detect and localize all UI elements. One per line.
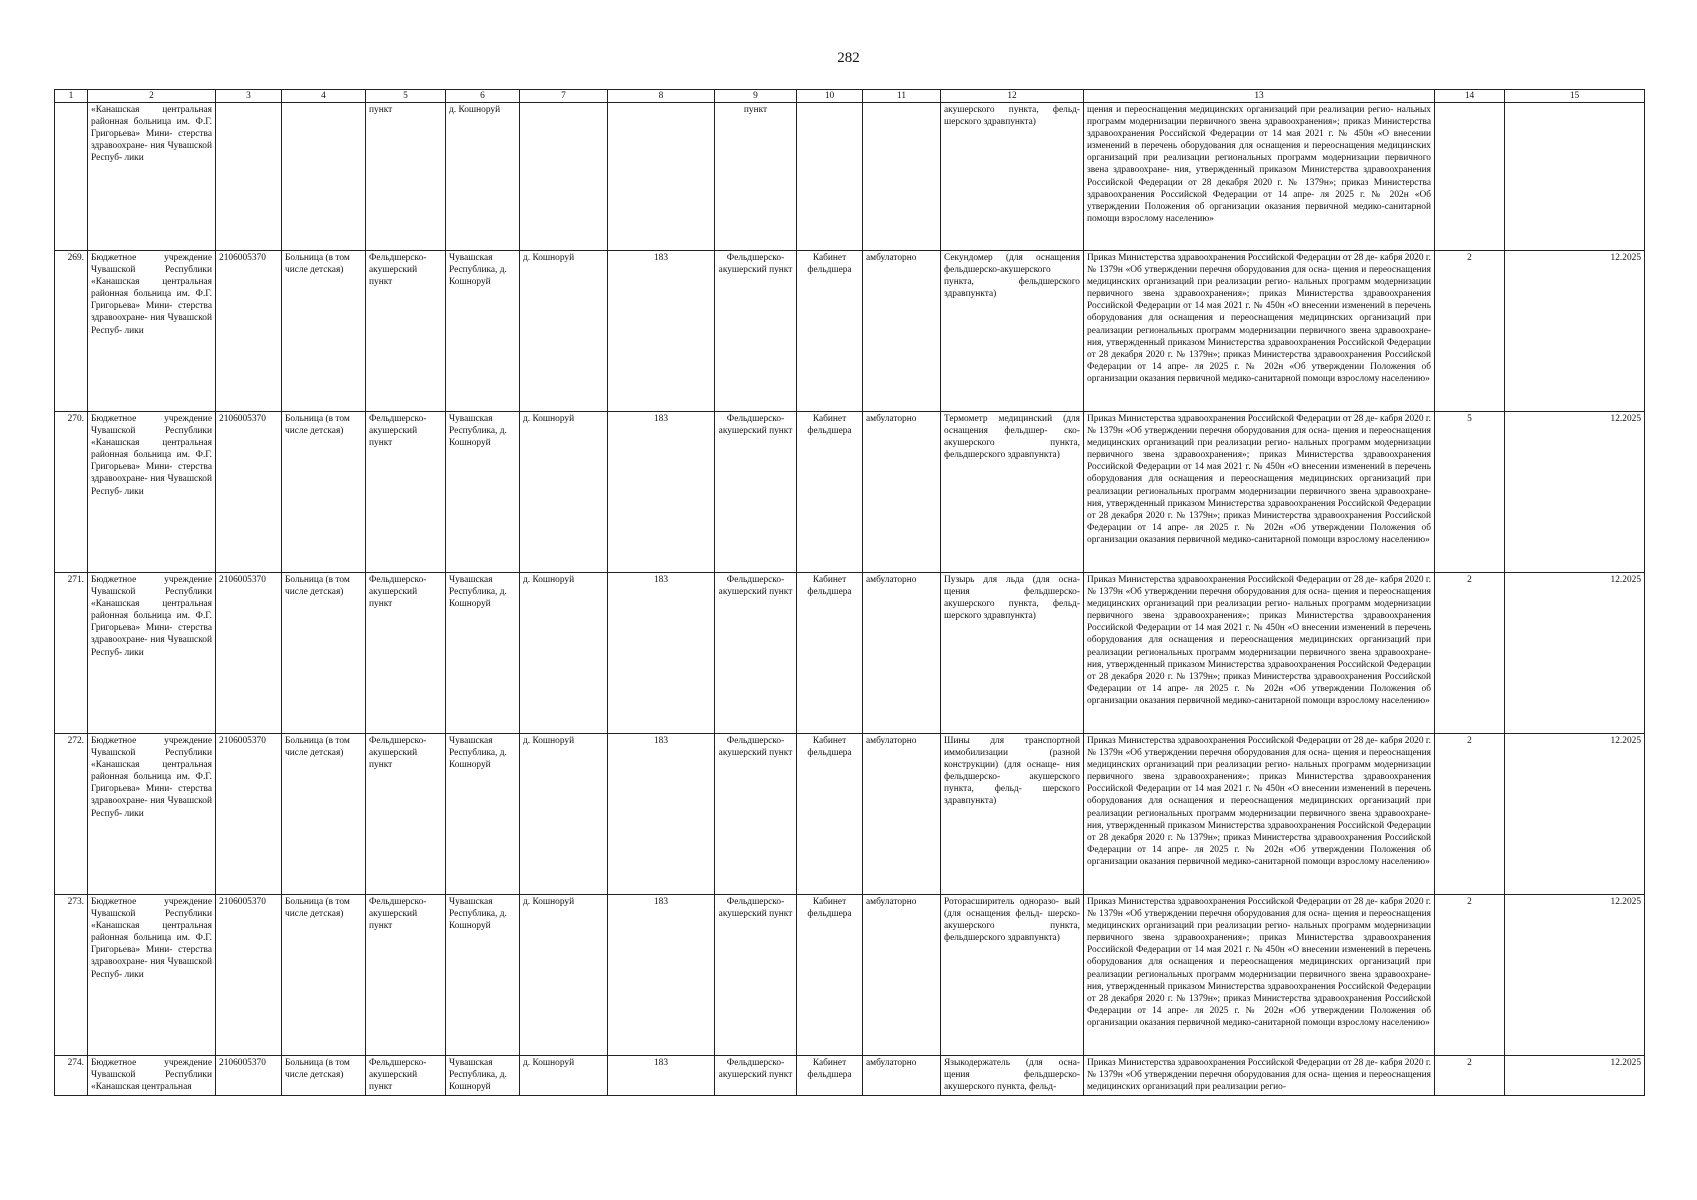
locality-cell: д. Кошноруй	[520, 895, 608, 1056]
unit-cell: Фельдшерско- акушерский пункт	[366, 1056, 446, 1096]
date-cell: 12.2025	[1505, 1056, 1645, 1096]
subunit-cell: Фельдшерско- акушерский пункт	[715, 734, 797, 895]
equipment-cell: Секундомер (для оснащения фельдшерско-акушерского пункта, фельдшерского здравпункта)	[941, 251, 1084, 412]
quantity-cell: 2	[1435, 251, 1505, 412]
organization-cell: «Канашская центральная районная больница им. Ф.Г. Григорьева» Мини- стерства здравоохране- ния Чувашской Респуб- лики	[88, 103, 216, 251]
organization-cell: Бюджетное учреждение Чувашской Республики «Канашская центральная районная больница им. Ф.Г. Григорьева» Мини- стерства здравоохране- ния Чувашской Респуб- лики	[88, 251, 216, 412]
date-cell: 12.2025	[1505, 412, 1645, 573]
inn-cell: 2106005370	[216, 1056, 282, 1096]
row-number-cell: 269.	[55, 251, 88, 412]
care-mode-cell: амбулаторно	[863, 251, 941, 412]
facility-type-cell: Больница (в том числе детская)	[282, 734, 366, 895]
care-mode-cell: амбулаторно	[863, 734, 941, 895]
inn-cell: 2106005370	[216, 412, 282, 573]
table-row-continued	[55, 103, 1645, 251]
equipment-cell: акушерского пункта, фельд- шерского здравпункта)	[941, 103, 1084, 251]
address-cell: Чувашская Республика, д. Кошноруй	[446, 573, 520, 734]
care-mode-cell: амбулаторно	[863, 412, 941, 573]
subunit-cell: Фельдшерско- акушерский пункт	[715, 1056, 797, 1096]
locality-cell: д. Кошноруй	[520, 734, 608, 895]
date-cell: 12.2025	[1505, 573, 1645, 734]
quantity-cell: 2	[1435, 1056, 1505, 1096]
facility-type-cell: Больница (в том числе детская)	[282, 1056, 366, 1096]
facility-type-cell	[282, 103, 366, 251]
facility-type-cell: Больница (в том числе детская)	[282, 895, 366, 1056]
address-cell: Чувашская Республика, д. Кошноруй	[446, 412, 520, 573]
code-cell: 183	[608, 734, 715, 895]
table-row	[55, 251, 1645, 412]
date-cell	[1505, 103, 1645, 251]
column-number: 9	[715, 90, 797, 103]
locality-cell: д. Кошноруй	[520, 251, 608, 412]
column-number: 11	[863, 90, 941, 103]
room-cell: Кабинет фельдшера	[797, 412, 863, 573]
equipment-cell: Шины для транспортной иммобилизации (разной конструкции) (для оснаще- ния фельдшерско- акушерского пункта, фельд- шерского здравпункта)	[941, 734, 1084, 895]
room-cell: Кабинет фельдшера	[797, 895, 863, 1056]
care-mode-cell	[863, 103, 941, 251]
equipment-cell: Пузырь для льда (для осна- щения фельдшерско- акушерского пункта, фельд- шерского здравпункта)	[941, 573, 1084, 734]
legal-basis-cell: Приказ Министерства здравоохранения Российской Федерации от 28 де- кабря 2020 г. № 1379н «Об утверждении перечня оборудования для осна- щения и переоснащения медицинских организаций при реализации регио- нальных программ модернизации первичного звена здравоохранения»; приказ Министерства здравоохранения Российской Федерации от 14 мая 2021 г. № 450н «О внесении изменений в перечень оборудования для оснащения и переоснащения медицинских организаций при реализации региональных программ модернизации первичного звена здравоохране- ния, утвержденный приказом Министерства здравоохранения Российской Федерации от 28 декабря 2020 г. № 1379н»; приказ Министерства здравоохранения Российской Федерации от 14 апре- ля 2025 г. № 202н «Об утверждении Положения об организации оказания первичной медико-санитарной помощи взрослому населению»	[1084, 895, 1435, 1056]
row-number-cell: 270.	[55, 412, 88, 573]
code-cell: 183	[608, 1056, 715, 1096]
column-number: 6	[446, 90, 520, 103]
unit-cell: Фельдшерско- акушерский пункт	[366, 734, 446, 895]
room-cell: Кабинет фельдшера	[797, 734, 863, 895]
quantity-cell: 2	[1435, 573, 1505, 734]
organization-cell: Бюджетное учреждение Чувашской Республики «Канашская центральная районная больница им. Ф.Г. Григорьева» Мини- стерства здравоохране- ния Чувашской Респуб- лики	[88, 573, 216, 734]
code-cell: 183	[608, 251, 715, 412]
subunit-cell: пункт	[715, 103, 797, 251]
care-mode-cell: амбулаторно	[863, 895, 941, 1056]
inn-cell: 2106005370	[216, 734, 282, 895]
inn-cell: 2106005370	[216, 251, 282, 412]
facility-type-cell: Больница (в том числе детская)	[282, 412, 366, 573]
quantity-cell: 2	[1435, 895, 1505, 1056]
legal-basis-cell: Приказ Министерства здравоохранения Российской Федерации от 28 де- кабря 2020 г. № 1379н «Об утверждении перечня оборудования для осна- щения и переоснащения медицинских организаций при реализации регио-	[1084, 1056, 1435, 1096]
row-number-cell: 271.	[55, 573, 88, 734]
quantity-cell: 2	[1435, 734, 1505, 895]
inn-cell: 2106005370	[216, 573, 282, 734]
unit-cell: Фельдшерско- акушерский пункт	[366, 895, 446, 1056]
equipment-cell: Языкодержатель (для осна- щения фельдшерско- акушерского пункта, фельд-	[941, 1056, 1084, 1096]
organization-cell: Бюджетное учреждение Чувашской Республики «Канашская центральная районная больница им. Ф.Г. Григорьева» Мини- стерства здравоохране- ния Чувашской Респуб- лики	[88, 895, 216, 1056]
locality-cell: д. Кошноруй	[520, 1056, 608, 1096]
subunit-cell: Фельдшерско- акушерский пункт	[715, 412, 797, 573]
column-number: 12	[941, 90, 1084, 103]
care-mode-cell: амбулаторно	[863, 1056, 941, 1096]
column-number: 8	[608, 90, 715, 103]
column-number: 10	[797, 90, 863, 103]
date-cell: 12.2025	[1505, 734, 1645, 895]
column-number: 4	[282, 90, 366, 103]
unit-cell: Фельдшерско- акушерский пункт	[366, 251, 446, 412]
locality-cell: д. Кошноруй	[520, 573, 608, 734]
organization-cell: Бюджетное учреждение Чувашской Республики «Канашская центральная районная больница им. Ф.Г. Григорьева» Мини- стерства здравоохране- ния Чувашской Респуб- лики	[88, 734, 216, 895]
equipment-cell: Термометр медицинский (для оснащения фельдшер- ско-акушерского пункта, фельдшерского здравпункта)	[941, 412, 1084, 573]
quantity-cell: 5	[1435, 412, 1505, 573]
table-row	[55, 573, 1645, 734]
legal-basis-cell: Приказ Министерства здравоохранения Российской Федерации от 28 де- кабря 2020 г. № 1379н «Об утверждении перечня оборудования для осна- щения и переоснащения медицинских организаций при реализации регио- нальных программ модернизации первичного звена здравоохранения»; приказ Министерства здравоохранения Российской Федерации от 14 мая 2021 г. № 450н «О внесении изменений в перечень оборудования для оснащения и переоснащения медицинских организаций при реализации региональных программ модернизации первичного звена здравоохране- ния, утвержденный приказом Министерства здравоохранения Российской Федерации от 28 декабря 2020 г. № 1379н»; приказ Министерства здравоохранения Российской Федерации от 14 апре- ля 2025 г. № 202н «Об утверждении Положения об организации оказания первичной медико-санитарной помощи взрослому населению»	[1084, 734, 1435, 895]
code-cell: 183	[608, 573, 715, 734]
quantity-cell	[1435, 103, 1505, 251]
code-cell: 183	[608, 412, 715, 573]
legal-basis-cell: Приказ Министерства здравоохранения Российской Федерации от 28 де- кабря 2020 г. № 1379н «Об утверждении перечня оборудования для осна- щения и переоснащения медицинских организаций при реализации регио- нальных программ модернизации первичного звена здравоохранения»; приказ Министерства здравоохранения Российской Федерации от 14 мая 2021 г. № 450н «О внесении изменений в перечень оборудования для оснащения и переоснащения медицинских организаций при реализации региональных программ модернизации первичного звена здравоохране- ния, утвержденный приказом Министерства здравоохранения Российской Федерации от 28 декабря 2020 г. № 1379н»; приказ Министерства здравоохранения Российской Федерации от 14 апре- ля 2025 г. № 202н «Об утверждении Положения об организации оказания первичной медико-санитарной помощи взрослому населению»	[1084, 412, 1435, 573]
row-number-cell: 273.	[55, 895, 88, 1056]
code-cell: 183	[608, 895, 715, 1056]
table-row-partial	[55, 1056, 1645, 1096]
unit-cell: Фельдшерско- акушерский пункт	[366, 573, 446, 734]
care-mode-cell: амбулаторно	[863, 573, 941, 734]
row-number-cell: 274.	[55, 1056, 88, 1096]
column-number: 7	[520, 90, 608, 103]
room-cell: Кабинет фельдшера	[797, 573, 863, 734]
locality-cell	[520, 103, 608, 251]
address-cell: Чувашская Республика, д. Кошноруй	[446, 734, 520, 895]
page-number: 282	[837, 50, 860, 66]
subunit-cell: Фельдшерско- акушерский пункт	[715, 895, 797, 1056]
facility-type-cell: Больница (в том числе детская)	[282, 251, 366, 412]
column-number-row	[55, 90, 1645, 103]
column-number: 5	[366, 90, 446, 103]
legal-basis-cell: щения и переоснащения медицинских организаций при реализации регио- нальных программ модернизации первичного звена здравоохранения»; приказ Министерства здравоохранения Российской Федерации от 14 мая 2021 г. № 450н «О внесении изменений в перечень оборудования для оснащения и переоснащения медицинских организаций при реализации региональных программ модернизации первичного звена здравоохране- ния, утвержденный приказом Министерства здравоохранения Российской Федерации от 28 декабря 2020 г. № 1379н»; приказ Министерства здравоохранения Российской Федерации от 14 апре- ля 2025 г. № 202н «Об утверждении Положения об организации оказания первичной медико-санитарной помощи взрослому населению»	[1084, 103, 1435, 251]
row-number-cell: 272.	[55, 734, 88, 895]
address-cell: Чувашская Республика, д. Кошноруй	[446, 251, 520, 412]
subunit-cell: Фельдшерско- акушерский пункт	[715, 251, 797, 412]
organization-cell: Бюджетное учреждение Чувашской Республики «Канашская центральная районная больница им. Ф.Г. Григорьева» Мини- стерства здравоохране- ния Чувашской Респуб- лики	[88, 412, 216, 573]
address-cell: Чувашская Республика, д. Кошноруй	[446, 895, 520, 1056]
unit-cell: пункт	[366, 103, 446, 251]
table-row	[55, 412, 1645, 573]
date-cell: 12.2025	[1505, 895, 1645, 1056]
code-cell	[608, 103, 715, 251]
address-cell: д. Кошноруй	[446, 103, 520, 251]
column-number: 1	[55, 90, 88, 103]
room-cell	[797, 103, 863, 251]
table-row	[55, 895, 1645, 1056]
legal-basis-cell: Приказ Министерства здравоохранения Российской Федерации от 28 де- кабря 2020 г. № 1379н «Об утверждении перечня оборудования для осна- щения и переоснащения медицинских организаций при реализации регио- нальных программ модернизации первичного звена здравоохранения»; приказ Министерства здравоохранения Российской Федерации от 14 мая 2021 г. № 450н «О внесении изменений в перечень оборудования для оснащения и переоснащения медицинских организаций при реализации региональных программ модернизации первичного звена здравоохране- ния, утвержденный приказом Министерства здравоохранения Российской Федерации от 28 декабря 2020 г. № 1379н»; приказ Министерства здравоохранения Российской Федерации от 14 апре- ля 2025 г. № 202н «Об утверждении Положения об организации оказания первичной медико-санитарной помощи взрослому населению»	[1084, 573, 1435, 734]
row-number-cell	[55, 103, 88, 251]
room-cell: Кабинет фельдшера	[797, 251, 863, 412]
column-number: 13	[1084, 90, 1435, 103]
room-cell: Кабинет фельдшера	[797, 1056, 863, 1096]
register-table	[54, 89, 1645, 1096]
column-number: 14	[1435, 90, 1505, 103]
inn-cell	[216, 103, 282, 251]
subunit-cell: Фельдшерско- акушерский пункт	[715, 573, 797, 734]
address-cell: Чувашская Республика, д. Кошноруй	[446, 1056, 520, 1096]
unit-cell: Фельдшерско- акушерский пункт	[366, 412, 446, 573]
facility-type-cell: Больница (в том числе детская)	[282, 573, 366, 734]
legal-basis-cell: Приказ Министерства здравоохранения Российской Федерации от 28 де- кабря 2020 г. № 1379н «Об утверждении перечня оборудования для осна- щения и переоснащения медицинских организаций при реализации регио- нальных программ модернизации первичного звена здравоохранения»; приказ Министерства здравоохранения Российской Федерации от 14 мая 2021 г. № 450н «О внесении изменений в перечень оборудования для оснащения и переоснащения медицинских организаций при реализации региональных программ модернизации первичного звена здравоохране- ния, утвержденный приказом Министерства здравоохранения Российской Федерации от 28 декабря 2020 г. № 1379н»; приказ Министерства здравоохранения Российской Федерации от 14 апре- ля 2025 г. № 202н «Об утверждении Положения об организации оказания первичной медико-санитарной помощи взрослому населению»	[1084, 251, 1435, 412]
equipment-cell: Роторасширитель одноразо- вый (для оснащения фельд- шерско-акушерского пункта, фельдшерского здравпункта)	[941, 895, 1084, 1056]
inn-cell: 2106005370	[216, 895, 282, 1056]
date-cell: 12.2025	[1505, 251, 1645, 412]
locality-cell: д. Кошноруй	[520, 412, 608, 573]
column-number: 15	[1505, 90, 1645, 103]
column-number: 3	[216, 90, 282, 103]
column-number: 2	[88, 90, 216, 103]
table-row	[55, 734, 1645, 895]
organization-cell: Бюджетное учреждение Чувашской Республики «Канашская центральная	[88, 1056, 216, 1096]
